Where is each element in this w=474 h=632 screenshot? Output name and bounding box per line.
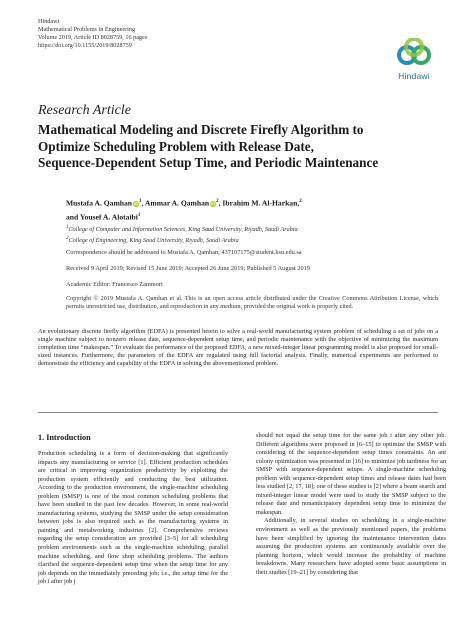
abstract: An evolutionary discrete firefly algorithm (EDFA) is presented herein to solve a real-world manufacturing system problem of scheduling a set of jobs on a single machine subject to nonzero release date, sequence-dependent setup time, and periodic maintenance with the objective of minimizing the maximum completion time “makespan.” To evaluate the performance of the proposed EDFA, a new mixed-integer linear programming model is also proposed for small-sized instances. Furthermore, the parameters of the EDFA are regulated using full factorial analysis. Finally, numerical experiments are performed to demonstrate the efficiency and capability of the EDFA in solving the abovementioned problem. <box>38 328 438 368</box>
body-paragraph: Production scheduling is a form of decision-making that significantly impacts any manufacturing or service [1]. Efficient production schedules are critical in improving organization productivity by exploiting the production system efficiently and conducting the best utilization. According to the production environment, the single-machine scheduling problem (SMSP) is one of the most common scheduling problems that have been studied in the past few decades. However, in some real-world manufacturing systems, studying the SMSP under the setup consideration between jobs is also required such as the manufacturing systems in painting and metalworking industries [2]. Comprehensive reviews regarding the setup consideration are provided [3–5] for all scheduling problem environments such as the single-machine scheduling, parallel machine scheduling, and flow shop scheduling problems. The authors clarified the sequence-dependent setup time when the setup time for any job depends on the immediately preceding job; i.e., the setup time for the job i after job j <box>38 450 228 586</box>
author-affil-marker: 1 <box>139 199 142 204</box>
hindawi-logo-text: Hindawi <box>398 71 430 81</box>
author-name[interactable]: Ammar A. Qamhan <box>144 198 210 208</box>
orcid-icon[interactable]: iD <box>211 200 216 206</box>
affiliations <box>66 224 298 245</box>
publisher-name: Hindawi <box>38 18 60 25</box>
author-conjunction: and <box>66 212 79 222</box>
body-paragraph: should not equal the setup time for the same job i after any other job. Different algorithms were proposed in [6–15] to optimize the SMSP with considering of the sequence-dependent setup times constraints. An ant colony optimization was presented in [16] to minimize job tardiness for an SMSP with sequence-dependent setups. A single-machine scheduling problem with sequence-dependent setup times and release dates had been less studied [2, 17, 18]; one of these studies is [2] where a beam search and mixed-integer linear model were used to study the SMSP subject to the release date and nonanticipatory dependent setup time to minimize the makespan. <box>256 432 446 516</box>
title-line: Optimize Scheduling Problem with Release Date, <box>38 138 314 154</box>
section-heading: 1. Introduction <box>38 433 91 442</box>
author-list: Mustafa A. Qamhan $iD^1$, Ammar A. Qamhan $iD^2$, Ibrahim M. Al-Harkan,$^2$ and Yousef A. Alotaibi$^1$ <box>66 198 302 222</box>
article-type: Research Article <box>38 103 131 118</box>
affiliation-item: $^2$College of Engineering, King Saud University, Riyadh, Saudi Arabia <box>66 235 239 244</box>
body-paragraph: Additionally, in several studies on scheduling in a single-machine environment as well as the previously mentioned papers, the problems have been simplified by ignoring the maintenance intervention dates assuming the production systems are continuously available over the planning horizon, which would increase the probability of machine breakdowns. Many researchers have adopted some basic assumptions in their studies [19–21] by considering that <box>256 517 446 576</box>
author-name[interactable]: Mustafa A. Qamhan <box>66 198 133 208</box>
orcid-icon[interactable]: iD <box>134 200 139 206</box>
body-column-left <box>38 450 228 587</box>
author-affil-marker: 1 <box>137 212 141 218</box>
author-name[interactable]: Ibrahim M. Al-Harkan, <box>222 198 300 208</box>
author-affil-marker: 2 <box>299 199 302 204</box>
author-affil-marker: 2 <box>216 199 219 204</box>
title-line: Mathematical Modeling and Discrete Firefly Algorithm to <box>38 122 364 137</box>
author-name[interactable]: Yousef A. Alotaibi <box>79 212 138 222</box>
paper-title <box>38 122 438 172</box>
correspondence: Correspondence should be addressed to Mustafa A. Qamhan; 437107175@student.ksu.edu.sa <box>66 249 302 256</box>
doi-link[interactable]: https://doi.org/10.1155/2019/8028759 <box>38 42 132 49</box>
journal-header <box>38 18 147 50</box>
journal-title: Mathematical Problems in Engineering <box>38 26 136 33</box>
copyright-notice: Copyright © 2019 Mustafa A. Qamhan et al. This is an open access article distributed under the Creative Commons Attribution License, which permits unrestricted use, distribution, and reproduction in any medium, provided the original work is properly cited. <box>66 295 438 311</box>
volume-info: Volume 2019, Article ID 8028759, 16 pages <box>38 34 148 41</box>
section-divider <box>38 412 438 413</box>
publication-dates: Received 9 April 2019; Revised 15 June 2019; Accepted 26 June 2019; Published 5 August 2019 <box>66 265 310 272</box>
affiliation-item: $^1$College of Computer and Information Sciences, King Saud University, Riyadh, Saudi Arabia <box>66 225 298 234</box>
academic-editor: Academic Editor: Francesco Zammori <box>66 281 163 288</box>
body-column-right <box>256 432 446 577</box>
title-line: Sequence-Dependent Setup Time, and Periodic Maintenance <box>38 155 379 170</box>
